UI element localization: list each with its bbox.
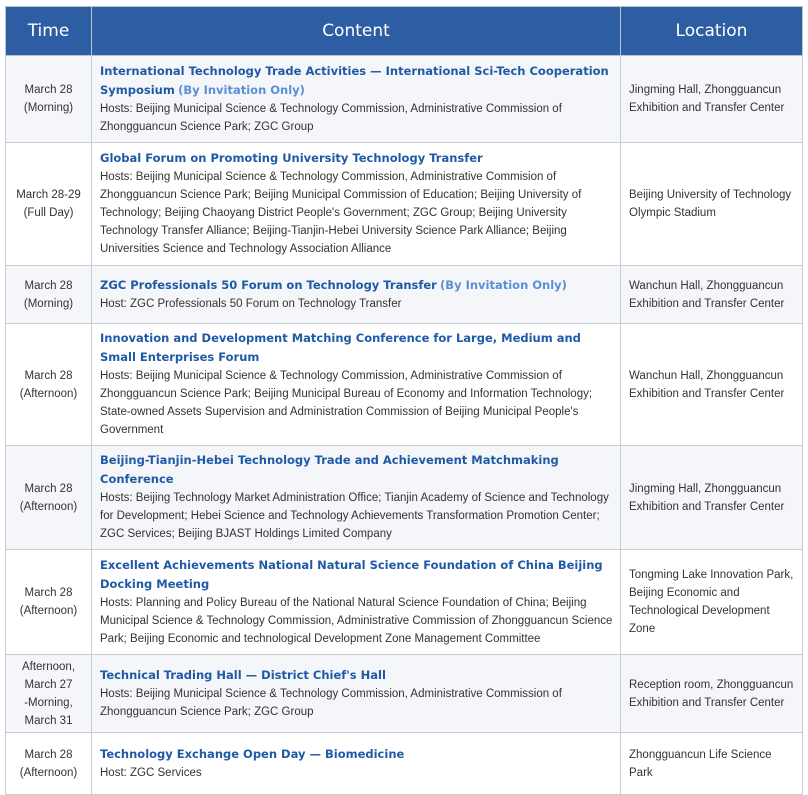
time-cell: [6, 550, 92, 655]
time-cell: [6, 56, 92, 143]
event-hosts: Hosts: Beijing Technology Market Administration Office; Tianjin Academy of Science and Technology for Development; Hebei Science and Technology Achievements Transformation Promotion Center; ZGC Services; Beijing BJAST Holdings Limited Company: [100, 492, 609, 540]
content-cell: [92, 733, 621, 795]
time-line: Afternoon,: [21, 660, 76, 673]
time-line: (Morning): [23, 102, 74, 114]
header-location: Location: [621, 7, 803, 56]
event-hosts: Hosts: Planning and Policy Bureau of the National Natural Science Foundation of China; Beijing Municipal Science & Technology Commission, Administrative Commission of Zhongguancun Science Park; Beijing Economic and technological Development Zone Management Committee: [100, 596, 613, 645]
invitation-note: (By Invitation Only): [440, 277, 567, 292]
time-line: March 27: [24, 678, 73, 691]
time-line: (Afternoon): [19, 766, 78, 779]
content-cell: [92, 446, 621, 550]
location-cell: Wanchun Hall, Zhongguancun Exhibition and Transfer Center: [621, 324, 803, 446]
table-row: [6, 733, 803, 795]
time-line: March 28: [24, 84, 73, 96]
event-hosts: Hosts: Beijing Municipal Science & Technology Commission, Administrative Commision of Zhongguancun Science Park; Beijing Municipal Commission of Education; Beijing University of Technology; Beijing Chaoyang District People's Government; ZGC Group; Beijing University Technology Transfer Alliance; Beijing-Tianjin-Hebei University Science Park Alliance; Beijing Universities Science and Technology Association Alliance: [100, 171, 582, 255]
event-hosts: Hosts: Beijing Municipal Science & Technology Commission, Administrative Commission of Zhongguancun Science Park; ZGC Group: [100, 687, 562, 718]
time-line: (Full Day): [23, 207, 74, 219]
location-cell: Reception room, Zhongguancun Exhibition and Transfer Center: [621, 655, 803, 733]
table-row: [6, 266, 803, 324]
event-hosts: Hosts: Beijing Municipal Science & Technology Commission, Administrative Commission of Zhongguancun Science Park; Beijing Municipal Bureau of Economy and Information Technology; State-owned Assets Supervision and Administration Commission of Beijing Municipal People's Government: [100, 370, 593, 436]
table-row: [6, 324, 803, 446]
header-time: Time: [6, 7, 92, 56]
content-cell: [92, 266, 621, 324]
event-title: ZGC Professionals 50 Forum on Technology Transfer: [100, 277, 437, 292]
time-cell: [6, 655, 92, 733]
event-title: Innovation and Development Matching Conference for Large, Medium and Small Enterprises Forum: [100, 331, 581, 364]
table-row: [6, 446, 803, 550]
location-cell: Wanchun Hall, Zhongguancun Exhibition and Transfer Center: [621, 266, 803, 324]
time-line: March 28-29: [16, 189, 81, 201]
content-cell: [92, 56, 621, 143]
content-cell: [92, 143, 621, 266]
location-cell: Tongming Lake Innovation Park, Beijing Economic and Technological Development Zone: [621, 550, 803, 655]
event-hosts: Hosts: Beijing Municipal Science & Technology Commission, Administrative Commission of Zhongguancun Science Park; ZGC Group: [100, 102, 562, 133]
content-cell: [92, 655, 621, 733]
event-title: Global Forum on Promoting University Technology Transfer: [100, 151, 483, 165]
location-cell: Jingming Hall, Zhongguancun Exhibition and Transfer Center: [621, 446, 803, 550]
time-line: March 28: [24, 482, 73, 495]
time-line: March 28: [24, 369, 73, 382]
table-row: [6, 550, 803, 655]
schedule-table: [5, 6, 803, 795]
header-row: [6, 7, 803, 56]
table-row: [6, 56, 803, 143]
location-cell: Beijing University of Technology Olympic Stadium: [621, 143, 803, 266]
time-cell: [6, 143, 92, 266]
content-cell: [92, 550, 621, 655]
table-row: [6, 143, 803, 266]
time-line: (Afternoon): [19, 500, 78, 513]
time-cell: [6, 266, 92, 324]
time-cell: [6, 324, 92, 446]
time-line: (Morning): [23, 297, 74, 310]
time-line: March 28: [24, 587, 73, 599]
time-line: March 28: [24, 279, 73, 292]
table-row: [6, 655, 803, 733]
event-title: Excellent Achievements National Natural Science Foundation of China Beijing Docking Meeting: [100, 557, 603, 591]
invitation-note: (By Invitation Only): [178, 82, 305, 97]
time-line: March 31: [24, 714, 73, 727]
event-hosts: Host: ZGC Professionals 50 Forum on Technology Transfer: [100, 297, 402, 310]
location-cell: Zhongguancun Life Science Park: [621, 733, 803, 795]
time-line: (Afternoon): [19, 605, 78, 617]
event-title: International Technology Trade Activities — International Sci-Tech Cooperation Symposium: [100, 63, 609, 97]
event-title: Technology Exchange Open Day — Biomedicine: [100, 746, 405, 761]
event-title: Beijing-Tianjin-Hebei Technology Trade and Achievement Matchmaking Conference: [100, 453, 559, 486]
event-title: Technical Trading Hall — District Chief's Hall: [100, 667, 386, 682]
content-cell: [92, 324, 621, 446]
header-content: Content: [92, 7, 621, 56]
time-cell: [6, 446, 92, 550]
time-line: (Afternoon): [19, 387, 78, 400]
time-line: -Morning,: [24, 696, 73, 709]
event-hosts: Host: ZGC Services: [100, 766, 202, 779]
time-cell: [6, 733, 92, 795]
location-cell: Jingming Hall, Zhongguancun Exhibition and Transfer Center: [621, 56, 803, 143]
time-line: March 28: [24, 748, 73, 761]
